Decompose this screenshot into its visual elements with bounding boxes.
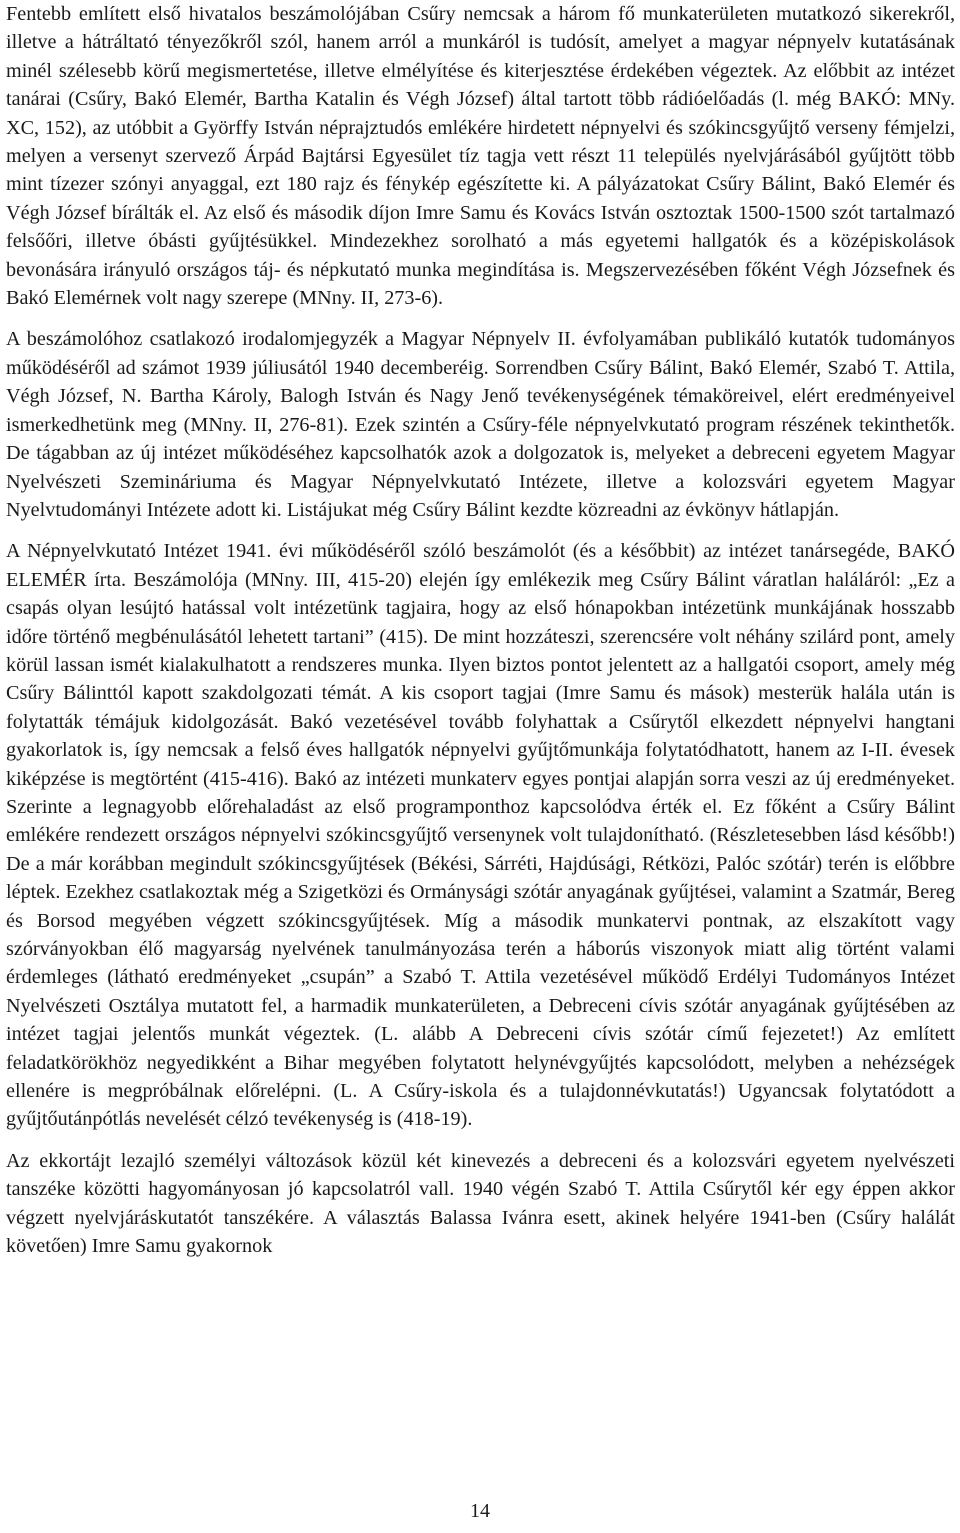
paragraph-gap: [6, 312, 955, 325]
paragraph-4: Az ekkortájt lezajló személyi változások közül két kinevezés a debreceni és a kolozsvári egyetem nyelvészeti tanszéke közötti hagyományosan jó kapcsolatról vall. 1940 végén Szabó T. Attila Csűrytől kér egy éppen akkor végzett nyelvjáráskutatót tanszékére. A választás Balassa Ivánra esett, akinek helyére 1941-ben (Csűry halálát követően) Imre Samu gyakornok: [6, 1149, 955, 1258]
paragraph-gap: [6, 1134, 955, 1147]
paragraph-1: Fentebb említett első hivatalos beszámolójában Csűry nemcsak a három fő munkaterületen mutatkozó sikerekről, illetve a hátráltató tényezőkről szól, hanem arról a munkáról is tudósít, amelyet a magyar népnyelv kutatásának minél szélesebb körű megismertetése, illetve elmélyítése és kiterjesztése érdekében végeztek. Az előbbit az intézet tanárai (Csűry, Bakó Elemér, Bartha Katalin és Végh József) által tartott több rádióelőadás (l. még BAKÓ: MNy. XC, 152), az utóbbit a Györffy István néprajztudós emlékére hirdetett népnyelvi és szókincsgyűjtő verseny fémjelzi, melyen a versenyt szervező Árpád Bajtársi Egyesület tíz tagja vett részt 11 település nyelvjárásából gyűjtött több mint tízezer szónyi anyaggal, ezt 180 rajz és fénykép egészítette ki. A pályázatokat Csűry Bálint, Bakó Elemér és Végh József bírálták el. Az első és második díjon Imre Samu és Kovács István osztoztak 1500-1500 szót tartalmazó felsőőri, illetve óbásti gyűjtésükkel. Mindezekhez sorolható a más egyetemi hallgatók és a középiskolások bevonására irányuló országos táj- és népkutató munka megindítása is. Megszervezésében főként Végh Józsefnek és Bakó Elemérnek volt nagy szerepe (MNny. II, 273-6).: [6, 3, 955, 310]
document-body: [6, 0, 955, 1260]
paragraph-gap: [6, 524, 955, 537]
paragraph-2: A beszámolóhoz csatlakozó irodalomjegyzék a Magyar Népnyelv II. évfolyamában publikáló kutatók tudományos működéséről ad számot 1939 júliusától 1940 decemberéig. Sorrendben Csűry Bálint, Bakó Elemér, Szabó T. Attila, Végh József, N. Bartha Károly, Balogh István és Nagy Jenő tevékenységének témaköreivel, elért eredményeivel ismerkedhetünk meg (MNny. II, 276-81). Ezek szintén a Csűry-féle népnyelvkutató program részének tekinthetők. De tágabban az új intézet működéséhez kapcsolhatók azok a dolgozatok is, melyeket a debreceni egyetem Magyar Nyelvészeti Szemináriuma és Magyar Népnyelvkutató Intézete, illetve a kolozsvári egyetem Magyar Nyelvtudományi Intézete adott ki. Listájukat még Csűry Bálint kezdte közreadni az évkönyv hátlapján.: [6, 328, 955, 521]
paragraph-3: A Népnyelvkutató Intézet 1941. évi működéséről szóló beszámolót (és a későbbit) az intézet tanársegéde, BAKÓ ELEMÉR írta. Beszámolója (MNny. III, 415-20) elején így emlékezik meg Csűry Bálint váratlan haláláról: „Ez a csapás olyan lesújtó hatással volt intézetünk tagjaira, hogy az első hónapokban intézetünk munkájának hosszabb időre történő megbénulásától lehetett tartani” (415). De mint hozzáteszi, szerencsére volt néhány szilárd pont, amely körül lassan ismét kialakulhatott a rendszeres munka. Ilyen biztos pontot jelentett az a hallgatói csoport, amely még Csűry Bálinttól kapott szakdolgozati témát. A kis csoport tagjai (Imre Samu és mások) mesterük halála után is folytatták témájuk kidolgozását. Bakó vezetésével tovább folyhattak a Csűrytől elkezdett népnyelvi hangtani gyakorlatok is, így nemcsak a felső éves hallgatók népnyelvi gyűjtőmunkája folytatódhatott, hanem az I-II. évesek kiképzése is megtörtént (415-416). Bakó az intézeti munkaterv egyes pontjai alapján sorra veszi az új eredményeket. Szerinte a legnagyobb előrehaladást az első programponthoz kapcsolódva érték el. Ez főként a Csűry Bálint emlékére rendezett országos népnyelvi szókincsgyűjtő versenynek volt tulajdonítható. (Részletesebben lásd később!) De a már korábban megindult szókincsgyűjtések (Békési, Sárréti, Hajdúsági, Rétközi, Palóc szótár) terén is előbbre léptek. Ezekhez csatlakoztak még a Szigetközi és Ormánysági szótár anyagának gyűjtései, valamint a Szatmár, Bereg és Borsod megyében végzett szókincsgyűjtések. Míg a második munkatervi pontnak, az elszakított vagy szórványokban élő magyarság nyelvének tanulmányozása terén a háborús viszonyok miatt alig történt valami érdemleges (látható eredményeket „csupán” a Szabó T. Attila vezetésével működő Erdélyi Tudományos Intézet Nyelvészeti Osztálya mutatott fel, a harmadik munkaterületen, a Debreceni cívis szótár anyagának gyűjtésében az intézet tagjai jelentős munkát végeztek. (L. alább A Debreceni cívis szótár című fejezetet!) Az említett feladatkörökhöz negyedikként a Bihar megyében folytatott helynévgyűjtés kapcsolódott, melyben a nehézségek ellenére is megpróbálnak előrelépni. (L. A Csűry-iskola és a tulajdonnévkutatás!) Ugyancsak folytatódott a gyűjtőutánpótlás nevelését célzó tevékenység is (418-19).: [6, 540, 955, 1131]
page-number: 14: [470, 1500, 490, 1522]
